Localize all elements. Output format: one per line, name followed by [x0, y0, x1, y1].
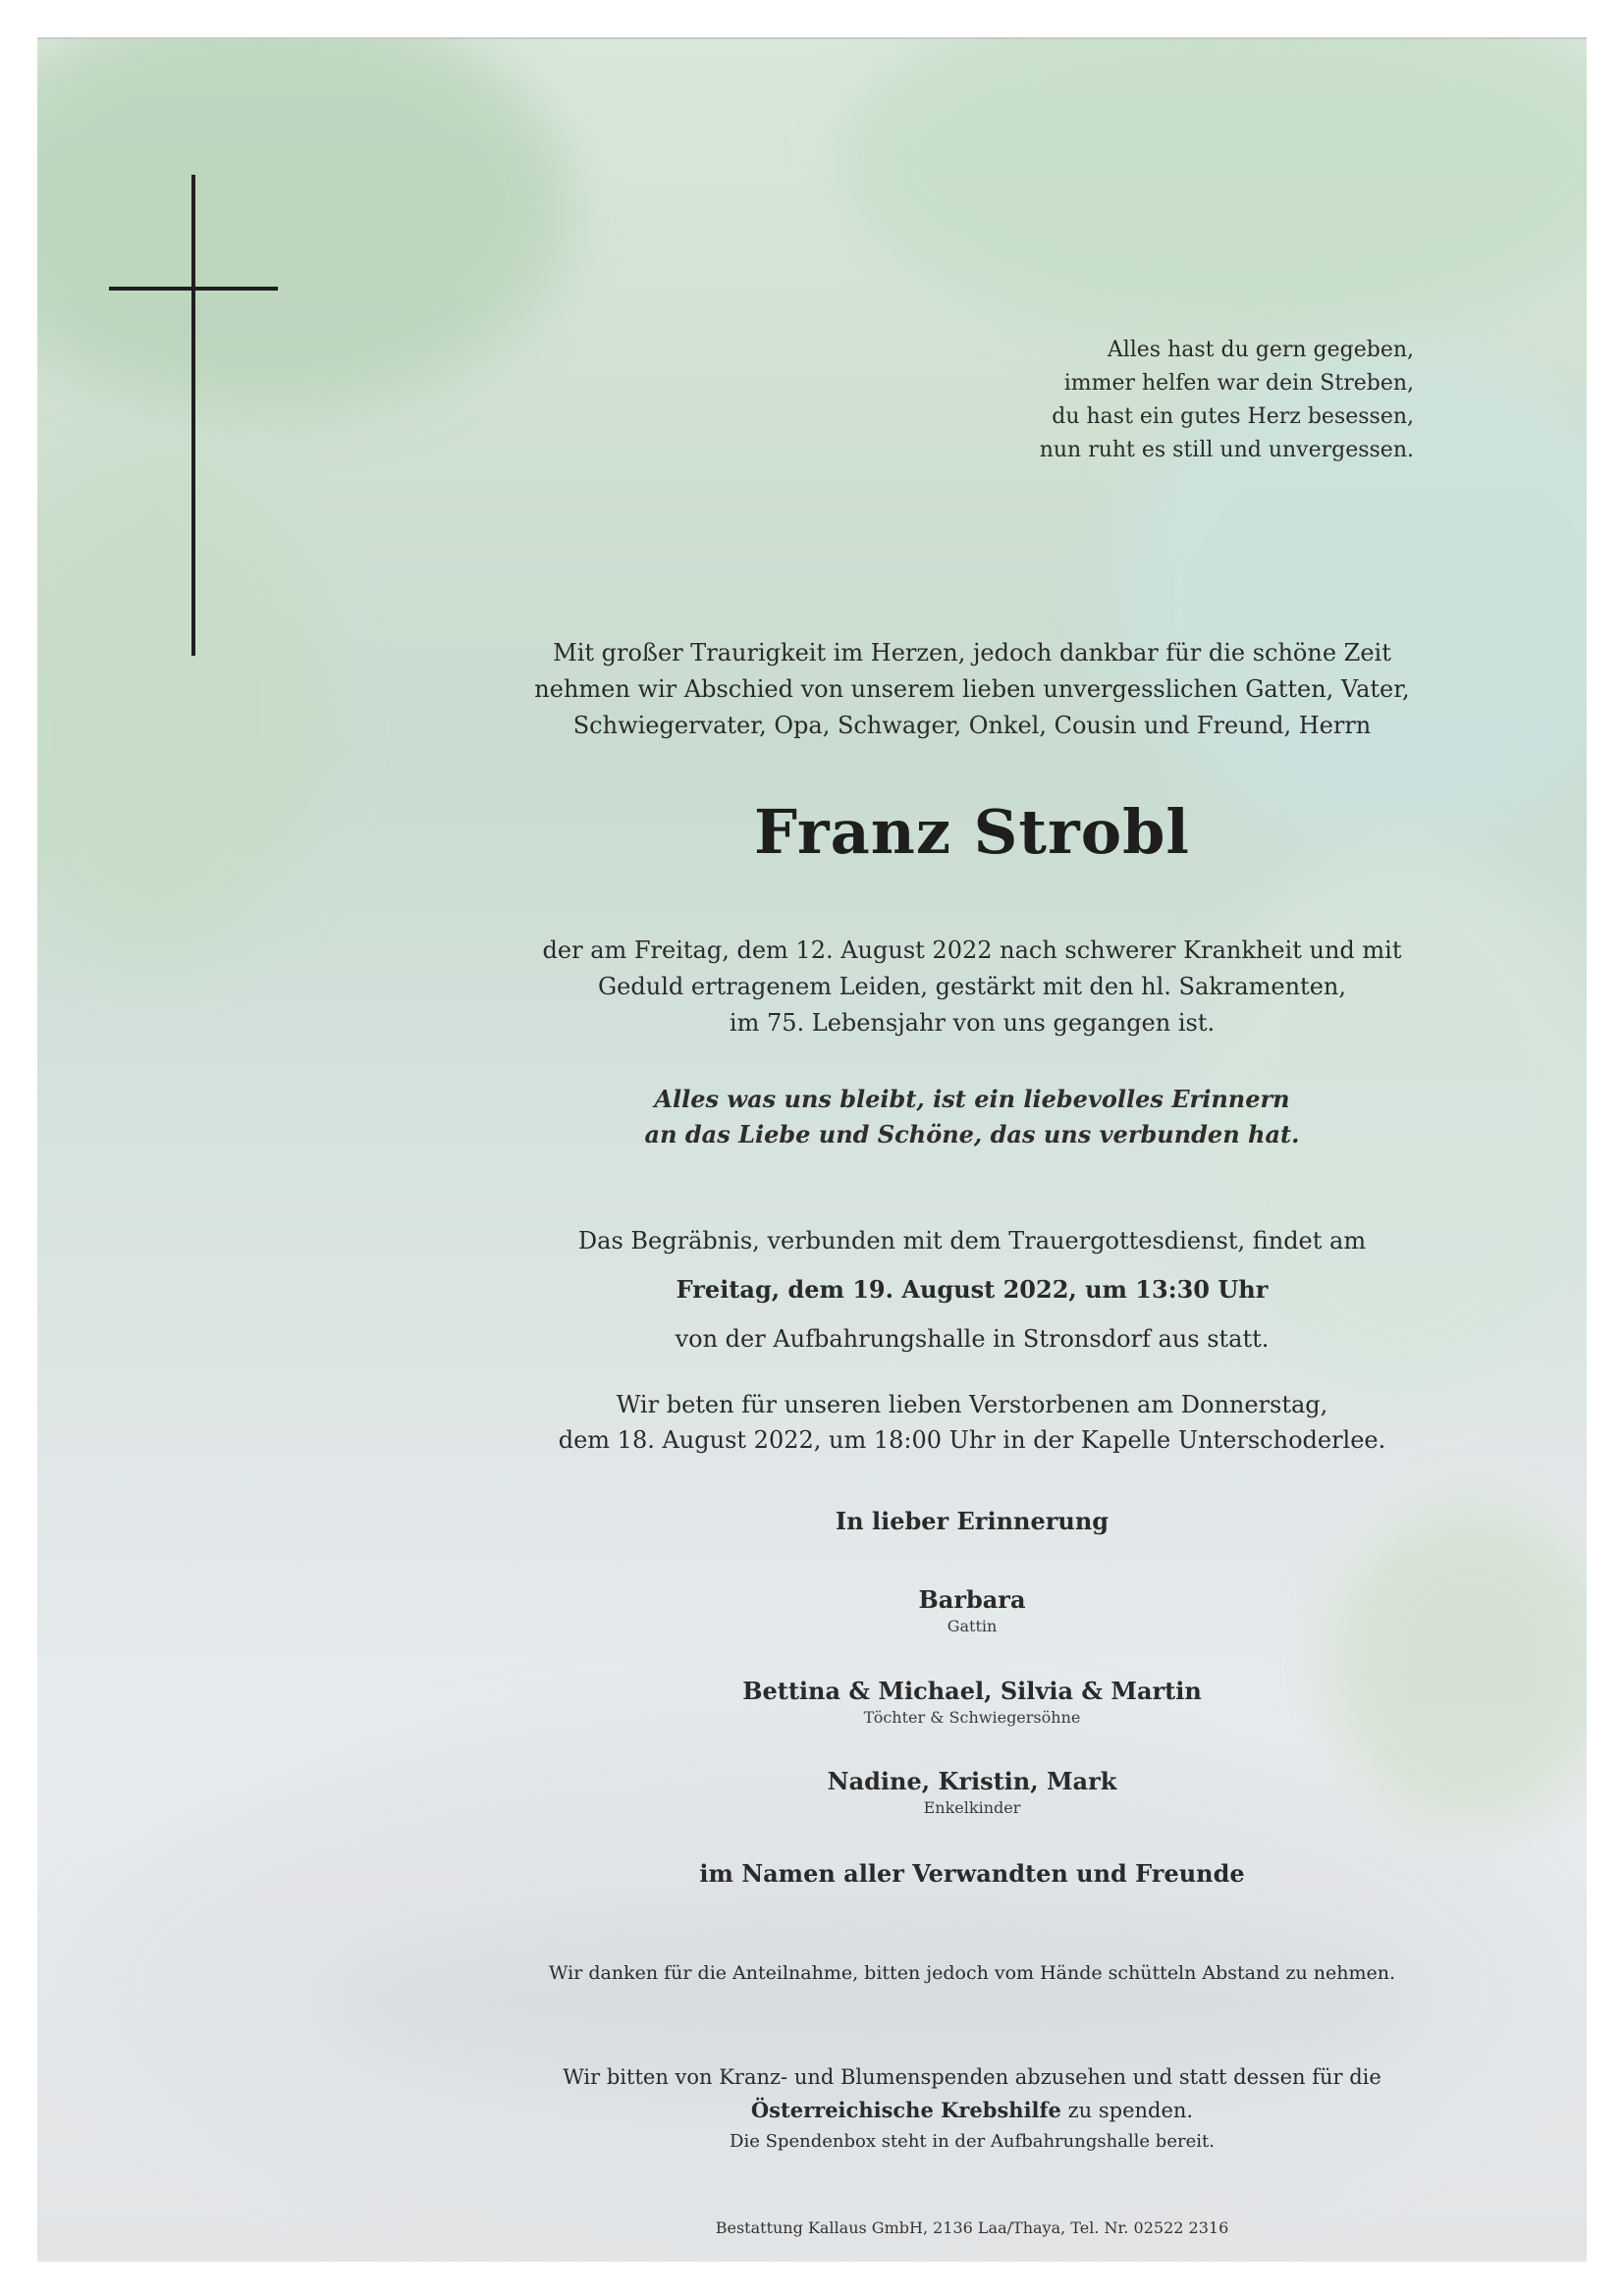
memorial-poem: [844, 334, 1414, 467]
quote-line: Alles was uns bleibt, ist ein liebevolles Erinnern: [654, 1085, 1290, 1113]
death-notice-line: im 75. Lebensjahr von uns gegangen ist.: [729, 1009, 1216, 1037]
funeral-date-time: Freitag, dem 19. August 2022, um 13:30 Uhr: [676, 1275, 1269, 1304]
poem-line: du hast ein gutes Herz besessen,: [1052, 404, 1414, 429]
family-role: Enkelkinder: [923, 1798, 1021, 1817]
intro-line: nehmen wir Abschied von unserem lieben unvergesslichen Gatten, Vater,: [534, 675, 1410, 703]
donation-line: Wir bitten von Kranz- und Blumenspenden abzusehen und statt dessen für die: [563, 2065, 1381, 2089]
prayer-details: [432, 1387, 1512, 1458]
intro-line: Mit großer Traurigkeit im Herzen, jedoch dankbar für die schöne Zeit: [553, 639, 1391, 667]
family-group: [579, 1584, 1365, 1637]
family-names: Barbara: [918, 1585, 1026, 1614]
death-notice: [432, 933, 1512, 1041]
poem-line: immer helfen war dein Streben,: [1063, 371, 1414, 396]
memory-heading: In lieber Erinnerung: [835, 1507, 1110, 1535]
funeral-home-footer: Bestattung Kallaus GmbH, 2136 Laa/Thaya, Tel. Nr. 02522 2316: [715, 2218, 1229, 2237]
deceased-name: Franz Strobl: [754, 796, 1190, 868]
intro-line: Schwiegervater, Opa, Schwager, Onkel, Cousin und Freund, Herrn: [572, 712, 1372, 739]
charity-name: Österreichische Krebshilfe: [750, 2098, 1061, 2122]
family-role: Töchter & Schwiegersöhne: [863, 1708, 1081, 1727]
donation-note: [432, 2060, 1512, 2157]
thanks-note: Wir danken für die Anteilnahme, bitten jedoch vom Hände schütteln Abstand zu nehmen.: [548, 1962, 1395, 1984]
poem-line: Alles hast du gern gegeben,: [1107, 338, 1414, 362]
donation-box-note: Die Spendenbox steht in der Aufbahrungshalle bereit.: [730, 2131, 1215, 2152]
memorial-quote: [481, 1082, 1463, 1152]
donation-line: [432, 2094, 1512, 2127]
family-group: [579, 1676, 1365, 1729]
intro-paragraph: [432, 635, 1512, 744]
family-role: Gattin: [947, 1617, 998, 1635]
death-notice-line: Geduld ertragenem Leiden, gestärkt mit den hl. Sakramenten,: [598, 973, 1346, 1000]
death-notice-line: der am Freitag, dem 12. August 2022 nach schwerer Krankheit und mit: [542, 936, 1402, 964]
quote-line: an das Liebe und Schöne, das uns verbunden hat.: [644, 1120, 1300, 1148]
funeral-details: [432, 1216, 1512, 1363]
family-group: [579, 1766, 1365, 1819]
poem-line: nun ruht es still und unvergessen.: [1039, 438, 1414, 462]
funeral-intro: Das Begräbnis, verbunden mit dem Trauergottesdienst, findet am: [577, 1227, 1367, 1255]
prayer-line: dem 18. August 2022, um 18:00 Uhr in der Kapelle Unterschoderlee.: [558, 1426, 1386, 1454]
prayer-line: Wir beten für unseren lieben Verstorbenen am Donnerstag,: [616, 1391, 1328, 1418]
funeral-location: von der Aufbahrungshalle in Stronsdorf aus statt.: [675, 1325, 1270, 1353]
family-names: Bettina & Michael, Silvia & Martin: [742, 1677, 1202, 1705]
on-behalf-line: im Namen aller Verwandten und Freunde: [699, 1859, 1245, 1888]
family-names: Nadine, Kristin, Mark: [827, 1767, 1117, 1795]
donation-suffix: zu spenden.: [1060, 2099, 1194, 2122]
